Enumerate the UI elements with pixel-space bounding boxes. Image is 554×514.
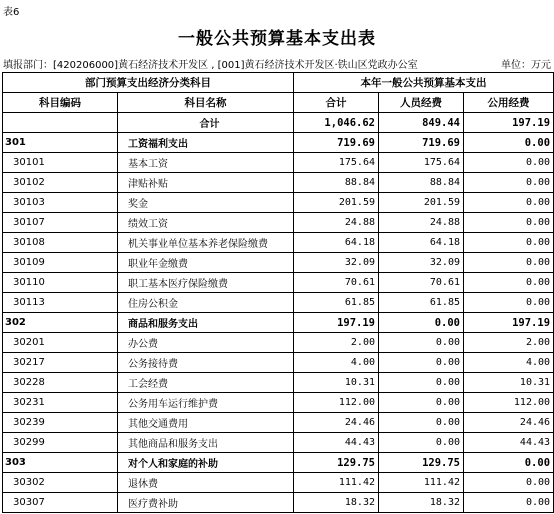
row-name: 合计	[118, 113, 294, 133]
row-public: 0.00	[464, 213, 554, 233]
row-name: 医疗费补助	[118, 493, 294, 513]
row-name: 职工基本医疗保险缴费	[118, 273, 294, 293]
header-code: 科目编码	[3, 93, 118, 113]
row-total: 70.61	[294, 273, 379, 293]
row-total: 24.46	[294, 413, 379, 433]
row-name: 津贴补贴	[118, 173, 294, 193]
row-personnel: 24.88	[379, 213, 464, 233]
row-personnel: 88.84	[379, 173, 464, 193]
table-tag: 表6	[3, 7, 20, 18]
row-name: 办公费	[118, 333, 294, 353]
row-public: 0.00	[464, 193, 554, 213]
row-personnel: 32.09	[379, 253, 464, 273]
row-personnel: 175.64	[379, 153, 464, 173]
unit-label: 单位：万元	[501, 60, 551, 71]
table-row	[3, 133, 554, 153]
row-name: 绩效工资	[118, 213, 294, 233]
row-code: 30108	[3, 233, 118, 253]
row-personnel: 0.00	[379, 393, 464, 413]
table-row	[3, 213, 554, 233]
row-total: 1,046.62	[294, 113, 379, 133]
table-row	[3, 233, 554, 253]
table-row	[3, 433, 554, 453]
row-code	[3, 113, 118, 133]
row-code: 30217	[3, 353, 118, 373]
row-total: 4.00	[294, 353, 379, 373]
row-code: 30113	[3, 293, 118, 313]
table-row	[3, 193, 554, 213]
row-public: 112.00	[464, 393, 554, 413]
row-personnel: 64.18	[379, 233, 464, 253]
budget-table	[2, 72, 554, 513]
row-code: 30231	[3, 393, 118, 413]
row-code: 30110	[3, 273, 118, 293]
table-row	[3, 313, 554, 333]
row-total: 10.31	[294, 373, 379, 393]
row-code: 30102	[3, 173, 118, 193]
row-name: 公务用车运行维护费	[118, 393, 294, 413]
header-group-right: 本年一般公共预算基本支出	[294, 73, 554, 93]
row-public: 44.43	[464, 433, 554, 453]
row-personnel: 0.00	[379, 333, 464, 353]
table-row	[3, 353, 554, 373]
row-public: 0.00	[464, 293, 554, 313]
row-code: 30107	[3, 213, 118, 233]
row-name: 住房公积金	[118, 293, 294, 313]
row-code: 30299	[3, 433, 118, 453]
row-name: 对个人和家庭的补助	[118, 453, 294, 473]
row-total: 88.84	[294, 173, 379, 193]
row-name: 工会经费	[118, 373, 294, 393]
row-total: 111.42	[294, 473, 379, 493]
row-name: 机关事业单位基本养老保险缴费	[118, 233, 294, 253]
table-row	[3, 293, 554, 313]
row-name: 职业年金缴费	[118, 253, 294, 273]
row-public: 197.19	[464, 113, 554, 133]
row-personnel: 129.75	[379, 453, 464, 473]
row-total: 64.18	[294, 233, 379, 253]
table-row	[3, 173, 554, 193]
row-personnel: 0.00	[379, 313, 464, 333]
table-row	[3, 273, 554, 293]
row-code: 302	[3, 313, 118, 333]
row-personnel: 849.44	[379, 113, 464, 133]
meta-line	[3, 56, 551, 70]
row-personnel: 0.00	[379, 433, 464, 453]
header-row-group	[3, 73, 554, 93]
row-personnel: 18.32	[379, 493, 464, 513]
row-public: 2.00	[464, 333, 554, 353]
dept-label: 填报部门：	[3, 60, 53, 71]
table-row	[3, 473, 554, 493]
row-personnel: 61.85	[379, 293, 464, 313]
row-name: 工资福利支出	[118, 133, 294, 153]
row-code: 30201	[3, 333, 118, 353]
row-total: 61.85	[294, 293, 379, 313]
row-total: 18.32	[294, 493, 379, 513]
row-personnel: 719.69	[379, 133, 464, 153]
header-group-left: 部门预算支出经济分类科目	[3, 73, 294, 93]
row-total: 175.64	[294, 153, 379, 173]
row-total: 32.09	[294, 253, 379, 273]
table-row	[3, 493, 554, 513]
row-total: 719.69	[294, 133, 379, 153]
row-code: 30307	[3, 493, 118, 513]
row-code: 30101	[3, 153, 118, 173]
table-row	[3, 333, 554, 353]
header-public: 公用经费	[464, 93, 554, 113]
row-name: 公务接待费	[118, 353, 294, 373]
row-public: 0.00	[464, 493, 554, 513]
row-public: 0.00	[464, 453, 554, 473]
row-code: 30239	[3, 413, 118, 433]
table-row	[3, 153, 554, 173]
row-code: 30103	[3, 193, 118, 213]
row-public: 0.00	[464, 133, 554, 153]
row-public: 4.00	[464, 353, 554, 373]
row-code: 30302	[3, 473, 118, 493]
row-code: 303	[3, 453, 118, 473]
row-personnel: 0.00	[379, 353, 464, 373]
row-name: 其他交通费用	[118, 413, 294, 433]
row-personnel: 0.00	[379, 413, 464, 433]
row-total: 24.88	[294, 213, 379, 233]
page-title: 一般公共预算基本支出表	[178, 29, 376, 49]
row-public: 0.00	[464, 473, 554, 493]
table-row	[3, 413, 554, 433]
table-row	[3, 453, 554, 473]
row-name: 基本工资	[118, 153, 294, 173]
table-row	[3, 253, 554, 273]
table-row	[3, 113, 554, 133]
table-row	[3, 373, 554, 393]
row-public: 0.00	[464, 273, 554, 293]
dept-value: [420206000]黄石经济技术开发区 , [001]黄石经济技术开发区·铁山区党政办公室	[53, 60, 418, 71]
row-public: 0.00	[464, 253, 554, 273]
row-code: 30109	[3, 253, 118, 273]
row-total: 2.00	[294, 333, 379, 353]
header-name: 科目名称	[118, 93, 294, 113]
row-total: 197.19	[294, 313, 379, 333]
header-personnel: 人员经费	[379, 93, 464, 113]
row-total: 44.43	[294, 433, 379, 453]
row-personnel: 70.61	[379, 273, 464, 293]
row-personnel: 0.00	[379, 373, 464, 393]
row-code: 30228	[3, 373, 118, 393]
row-public: 10.31	[464, 373, 554, 393]
header-row-columns	[3, 93, 554, 113]
row-name: 奖金	[118, 193, 294, 213]
row-total: 129.75	[294, 453, 379, 473]
row-code: 301	[3, 133, 118, 153]
header-total: 合计	[294, 93, 379, 113]
row-total: 112.00	[294, 393, 379, 413]
row-personnel: 201.59	[379, 193, 464, 213]
row-total: 201.59	[294, 193, 379, 213]
row-name: 其他商品和服务支出	[118, 433, 294, 453]
row-name: 商品和服务支出	[118, 313, 294, 333]
row-public: 0.00	[464, 233, 554, 253]
row-public: 24.46	[464, 413, 554, 433]
row-public: 0.00	[464, 173, 554, 193]
table-row	[3, 393, 554, 413]
row-personnel: 111.42	[379, 473, 464, 493]
row-public: 197.19	[464, 313, 554, 333]
row-name: 退休费	[118, 473, 294, 493]
row-public: 0.00	[464, 153, 554, 173]
